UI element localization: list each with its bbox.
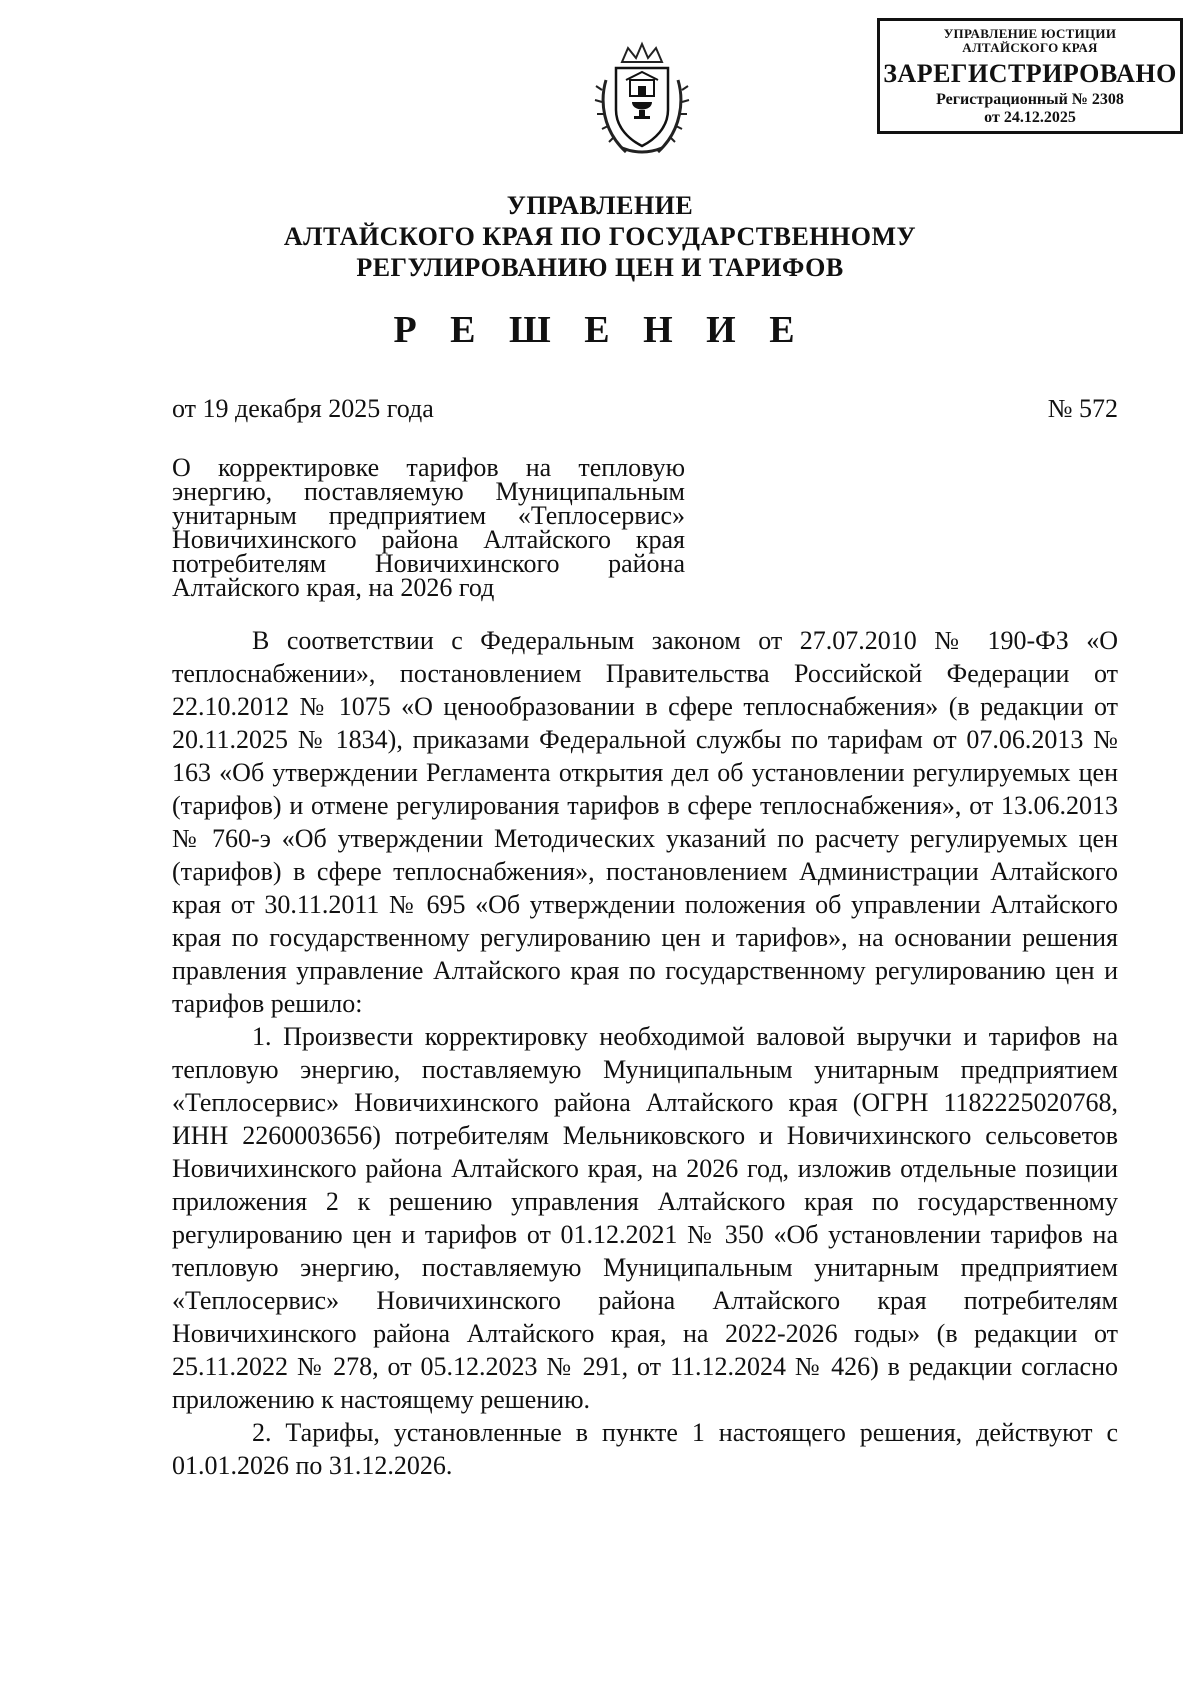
stamp-authority-line2: АЛТАЙСКОГО КРАЯ — [962, 40, 1098, 55]
document-date: от 19 декабря 2025 года — [172, 394, 434, 423]
stamp-reg-number: Регистрационный № 2308 — [936, 91, 1124, 108]
document-type-title: Р Е Ш Е Н И Е — [393, 309, 807, 351]
clause-1-paragraph: 1. Произвести корректировку необходимой валовой выручки и тарифов на тепловую энергию, поставляемую Муниципальным унитарным предприятием «Теплосервис» Новичихинского района Алтайского края (ОГРН 1182225020768, ИНН 2260003656) потребителям Мельниковского и Новичихинского сельсоветов Новичихинского района Алтайского края, на 2026 год, изложив отдельные позиции приложения 2 к решению управления Алтайского края по государственному регулированию цен и тарифов от 01.12.2021 № 350 «Об установлении тарифов на тепловую энергию, поставляемую Муниципальным унитарным предприятием «Теплосервис» Новичихинского района Алтайского края потребителям Новичихинского района Алтайского края, на 2022-2026 годы» (в редакции от 25.11.2022 № 278, от 05.12.2023 № 291, от 11.12.2024 № 426) в редакции согласно приложению к настоящему решению. — [172, 1022, 1118, 1414]
document-body — [172, 624, 1118, 1482]
document-subject: О корректировке тарифов на тепловую энергию, поставляемую Муниципальным унитарным предприятием «Теплосервис» Новичихинского района Алтайского края потребителям Новичихинского района Алтайского края, на 2026 год — [172, 453, 685, 602]
authority-line3: РЕГУЛИРОВАНИЮ ЦЕН И ТАРИФОВ — [356, 253, 844, 282]
stamp-status: ЗАРЕГИСТРИРОВАНО — [883, 59, 1177, 88]
issuing-authority — [0, 190, 1200, 283]
coat-of-arms-icon — [592, 40, 692, 160]
stamp-authority-line1: УПРАВЛЕНИЕ ЮСТИЦИИ — [943, 26, 1117, 41]
clause-2-paragraph: 2. Тарифы, установленные в пункте 1 настоящего решения, действуют с 01.01.2026 по 31.12.2026. — [172, 1418, 1118, 1480]
authority-line1: УПРАВЛЕНИЕ — [506, 191, 694, 220]
registration-stamp — [877, 18, 1183, 134]
preamble-paragraph: В соответствии с Федеральным законом от 27.07.2010 № 190-ФЗ «О теплоснабжении», постановлением Правительства Российской Федерации от 22.10.2012 № 1075 «О ценообразовании в сфере теплоснабжения» (в редакции от 20.11.2025 № 1834), приказами Федеральной службы по тарифам от 07.06.2013 № 163 «Об утверждении Регламента открытия дел об установлении регулируемых цен (тарифов) и отмене регулирования тарифов в сфере теплоснабжения», от 13.06.2013 № 760-э «Об утверждении Методических указаний по расчету регулируемых цен (тарифов) в сфере теплоснабжения», постановлением Администрации Алтайского края от 30.11.2011 № 695 «Об утверждении положения об управлении Алтайского края по государственному регулированию цен и тарифов», на основании решения правления управление Алтайского края по государственному регулированию цен и тарифов решило: — [172, 626, 1118, 1018]
stamp-reg-date: от 24.12.2025 — [984, 109, 1076, 126]
document-number: № 572 — [1047, 394, 1118, 423]
authority-line2: АЛТАЙСКОГО КРАЯ ПО ГОСУДАРСТВЕННОМУ — [283, 222, 917, 251]
